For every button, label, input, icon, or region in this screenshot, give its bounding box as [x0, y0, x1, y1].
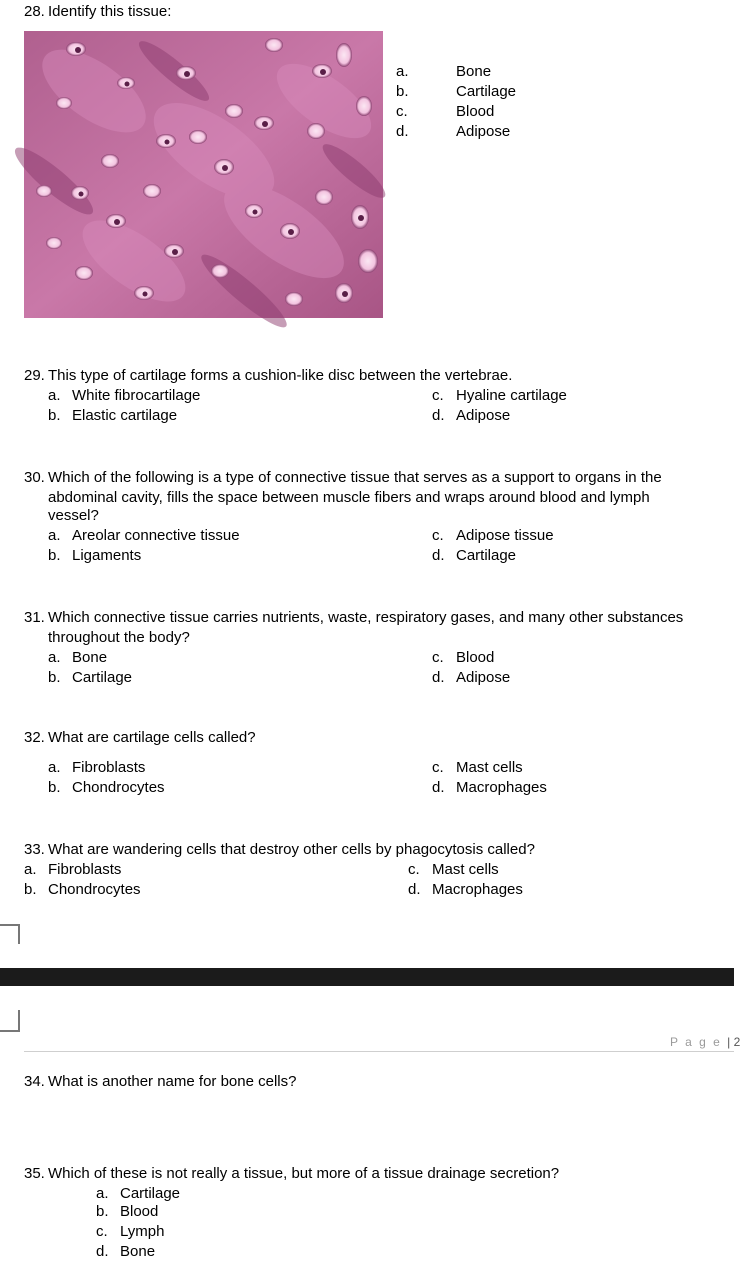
question-29-text: This type of cartilage forms a cushion-like disc between the vertebrae. [48, 367, 513, 384]
question-30-number: 30. [24, 469, 45, 486]
question-34-text: What is another name for bone cells? [48, 1073, 297, 1090]
q28-option-b-letter: b. [396, 83, 409, 100]
q29-option-c-letter: c. [432, 387, 444, 404]
q28-option-d-text: Adipose [456, 123, 511, 140]
q35-option-b-text: Blood [120, 1203, 159, 1220]
q29-option-a-text: White fibrocartilage [72, 387, 201, 404]
question-35-text: Which of these is not really a tissue, but more of a tissue drainage secretion? [48, 1165, 560, 1182]
q32-option-a-letter: a. [48, 759, 61, 776]
q29-option-d-text: Adipose [456, 407, 511, 424]
footer-rule [24, 1051, 734, 1052]
q33-option-c-letter: c. [408, 861, 420, 878]
q35-option-c-letter: c. [96, 1223, 108, 1240]
q29-option-d-letter: d. [432, 407, 445, 424]
q35-option-b-letter: b. [96, 1203, 109, 1220]
q28-option-b-text: Cartilage [456, 83, 517, 100]
page-corner-mark-bottom [0, 1010, 20, 1032]
q30-option-d-text: Cartilage [456, 547, 517, 564]
page-corner-mark-top [0, 924, 20, 944]
q31-option-a-letter: a. [48, 649, 61, 666]
q35-option-c-text: Lymph [120, 1223, 165, 1240]
q30-option-b-text: Ligaments [72, 547, 142, 564]
q35-option-d-text: Bone [120, 1243, 156, 1260]
q31-option-b-letter: b. [48, 669, 61, 686]
q29-option-c-text: Hyaline cartilage [456, 387, 567, 404]
q32-option-c-text: Mast cells [456, 759, 523, 776]
cartilage-micrograph-illustration [24, 31, 383, 318]
question-33-text: What are wandering cells that destroy other cells by phagocytosis called? [48, 841, 535, 858]
page-footer-number: | 2 [727, 1035, 740, 1049]
q33-option-b-text: Chondrocytes [48, 881, 141, 898]
q31-option-c-letter: c. [432, 649, 444, 666]
q35-option-a-letter: a. [96, 1185, 109, 1202]
question-30-text-line2: abdominal cavity, fills the space between muscle fibers and wraps around blood and lymph [48, 489, 650, 506]
question-31-number: 31. [24, 609, 45, 626]
q35-option-d-letter: d. [96, 1243, 109, 1260]
q30-option-d-letter: d. [432, 547, 445, 564]
q29-option-a-letter: a. [48, 387, 61, 404]
question-31-text-line1: Which connective tissue carries nutrients, waste, respiratory gases, and many other substances [48, 609, 684, 626]
q31-option-c-text: Blood [456, 649, 495, 666]
q33-option-a-text: Fibroblasts [48, 861, 122, 878]
q35-option-a-text: Cartilage [120, 1185, 181, 1202]
question-29-number: 29. [24, 367, 45, 384]
q33-option-b-letter: b. [24, 881, 37, 898]
page-break-divider [0, 968, 734, 986]
question-30-text-line1: Which of the following is a type of connective tissue that serves as a support to organs in the [48, 469, 662, 486]
q33-option-d-text: Macrophages [432, 881, 523, 898]
q30-option-c-letter: c. [432, 527, 444, 544]
page-footer-label: P a g e [670, 1035, 722, 1049]
q29-option-b-text: Elastic cartilage [72, 407, 178, 424]
q32-option-c-letter: c. [432, 759, 444, 776]
q31-option-d-letter: d. [432, 669, 445, 686]
page-footer [670, 1035, 740, 1049]
question-33-number: 33. [24, 841, 45, 858]
q28-option-a-text: Bone [456, 63, 492, 80]
q32-option-b-text: Chondrocytes [72, 779, 165, 796]
q28-option-d-letter: d. [396, 123, 409, 140]
q32-option-d-text: Macrophages [456, 779, 547, 796]
q29-option-b-letter: b. [48, 407, 61, 424]
tissue-micrograph-image [24, 31, 383, 318]
q30-option-a-text: Areolar connective tissue [72, 527, 240, 544]
q32-option-b-letter: b. [48, 779, 61, 796]
q31-option-b-text: Cartilage [72, 669, 133, 686]
q31-option-a-text: Bone [72, 649, 108, 666]
q33-option-d-letter: d. [408, 881, 421, 898]
q33-option-c-text: Mast cells [432, 861, 499, 878]
q31-option-d-text: Adipose [456, 669, 511, 686]
q28-option-c-letter: c. [396, 103, 408, 120]
question-34-number: 34. [24, 1073, 45, 1090]
q30-option-b-letter: b. [48, 547, 61, 564]
q30-option-c-text: Adipose tissue [456, 527, 554, 544]
q32-option-d-letter: d. [432, 779, 445, 796]
question-28-text: Identify this tissue: [48, 3, 172, 20]
question-35-number: 35. [24, 1165, 45, 1182]
question-32-number: 32. [24, 729, 45, 746]
question-30-text-line3: vessel? [48, 507, 99, 524]
q33-option-a-letter: a. [24, 861, 37, 878]
q32-option-a-text: Fibroblasts [72, 759, 146, 776]
question-28-number: 28. [24, 3, 45, 20]
question-32-text: What are cartilage cells called? [48, 729, 256, 746]
question-31-text-line2: throughout the body? [48, 629, 190, 646]
q28-option-a-letter: a. [396, 63, 409, 80]
q30-option-a-letter: a. [48, 527, 61, 544]
q28-option-c-text: Blood [456, 103, 495, 120]
